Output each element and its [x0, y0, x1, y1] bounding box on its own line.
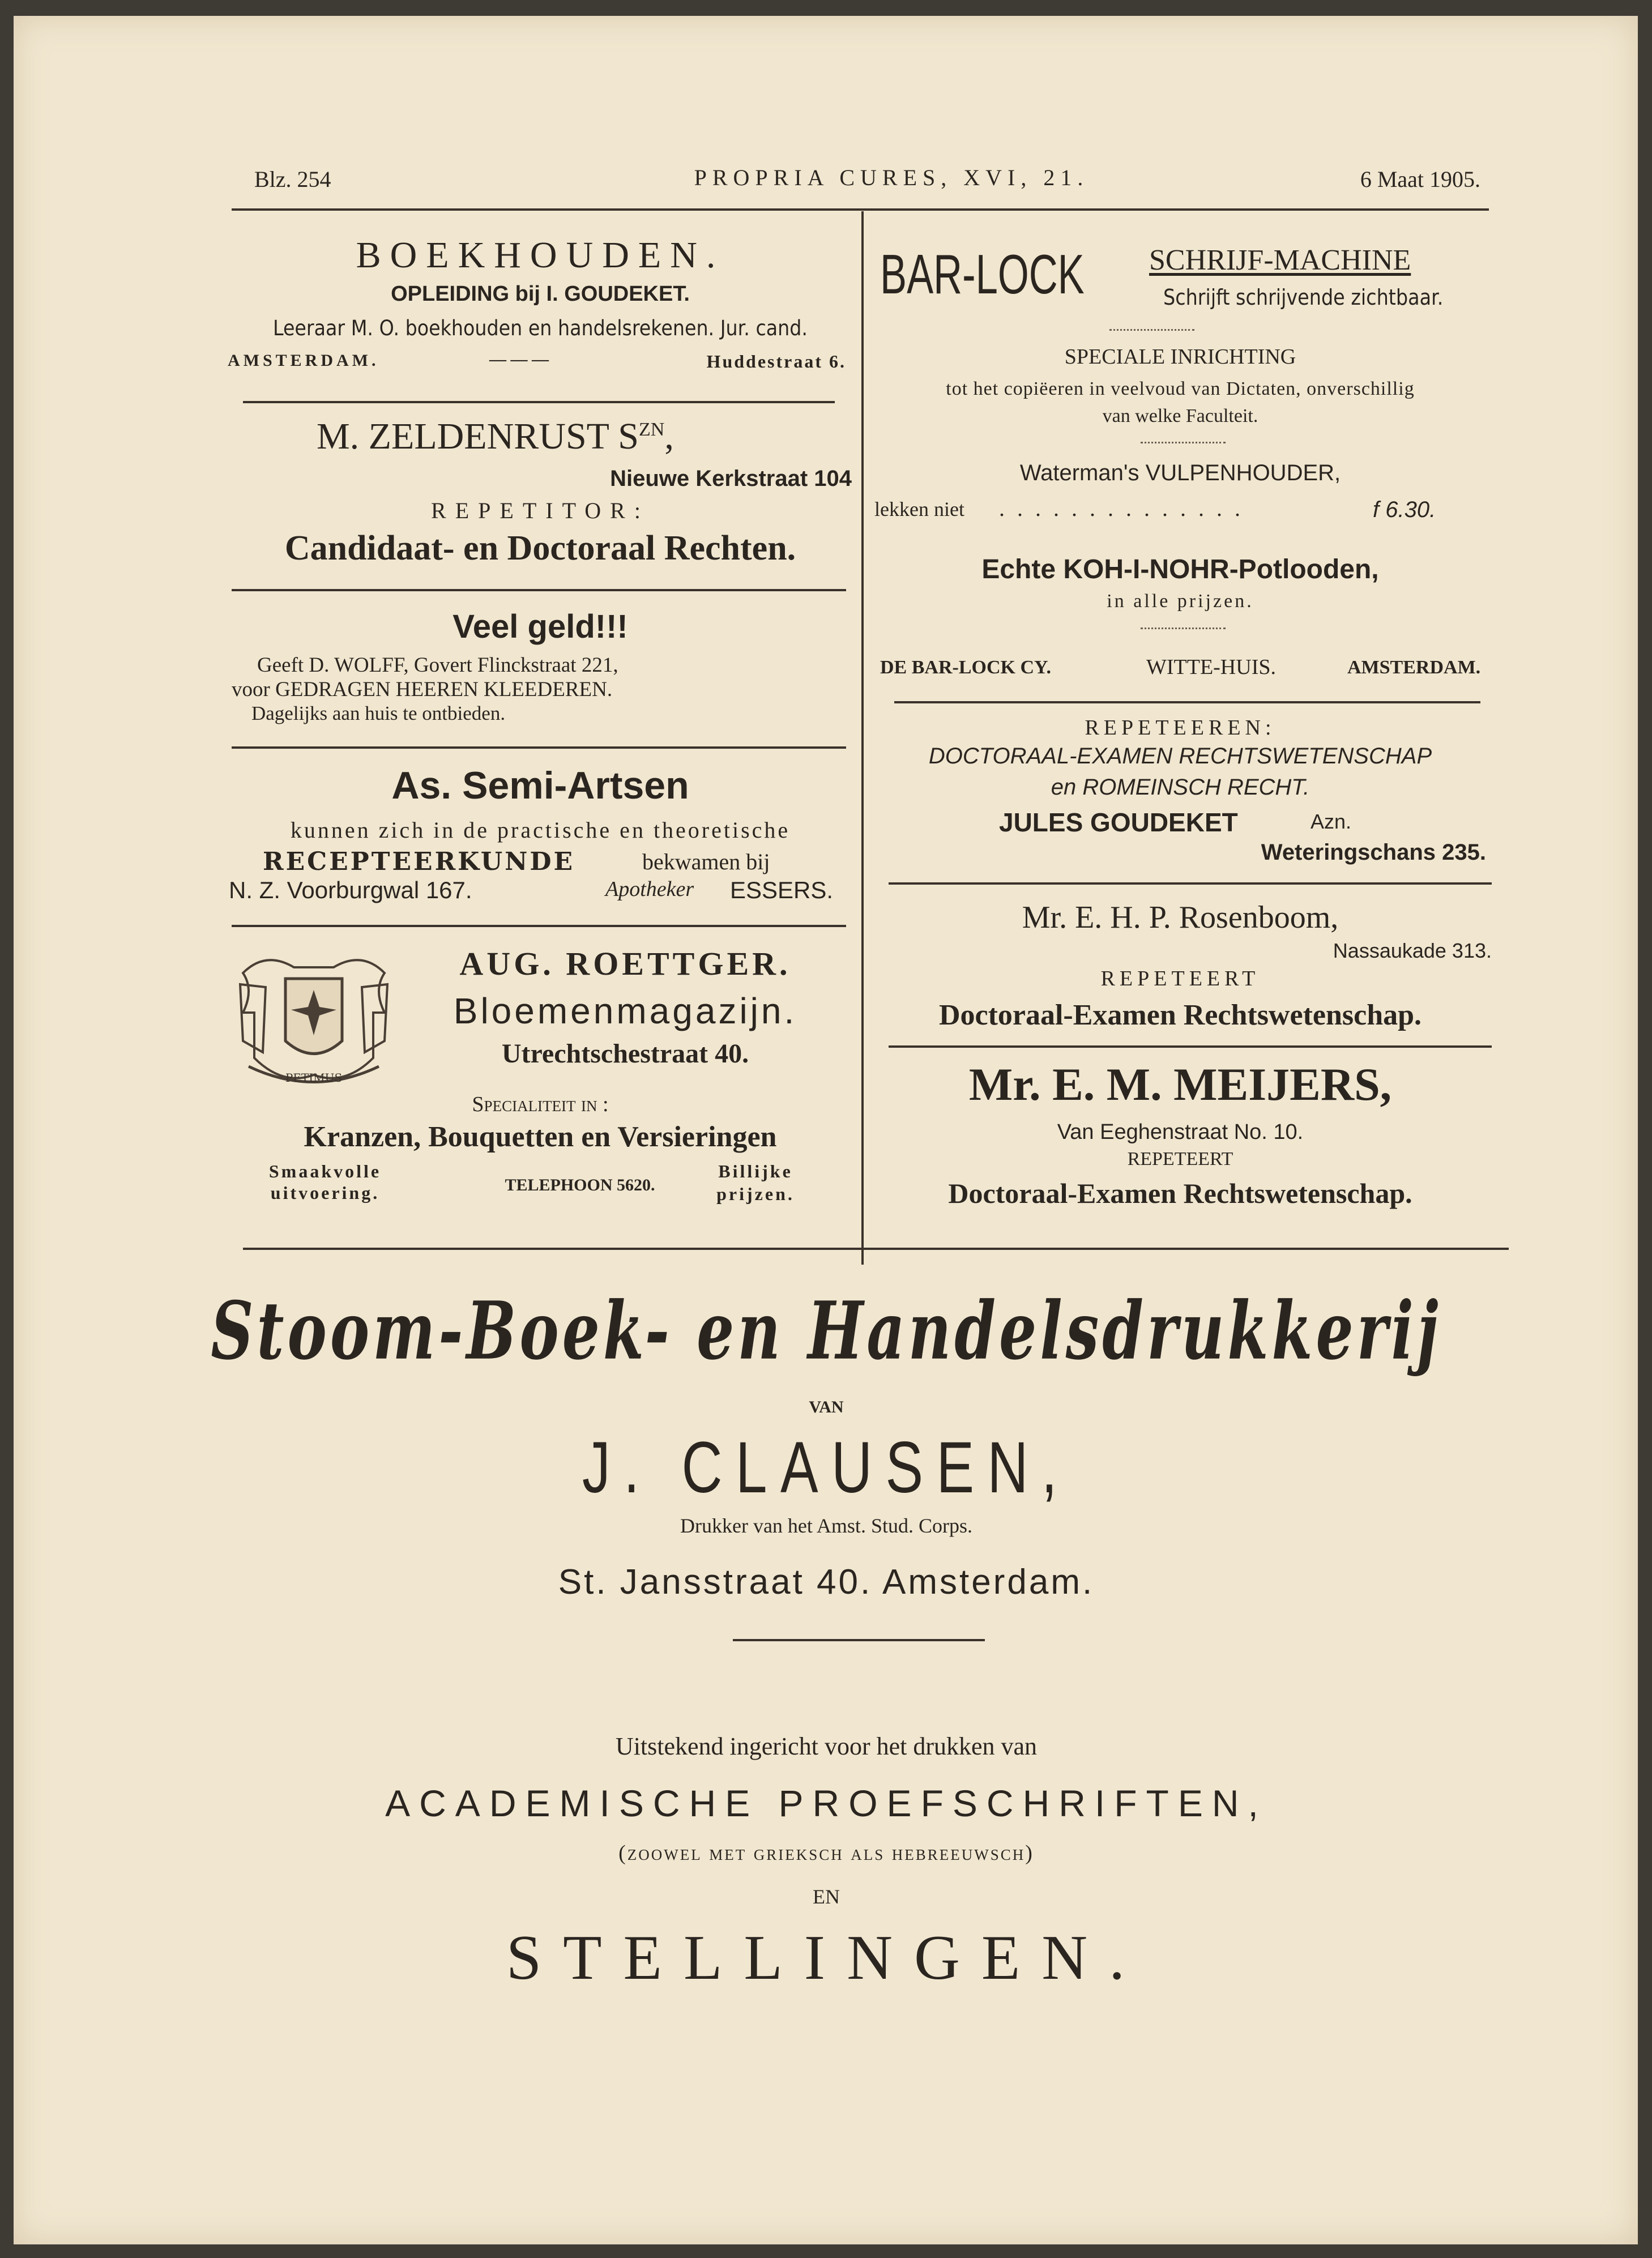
barlock-pen-price: f 6.30. [1373, 497, 1436, 522]
page-number: Blz. 254 [254, 167, 331, 192]
boekhouden-line2: Leeraar M. O. boekhouden en handelsrekenen. Jur. cand. [272, 316, 808, 340]
newspaper-page [14, 16, 1638, 2244]
zeldenrust-role: REPETITOR: [431, 498, 650, 523]
barlock-brand: BAR-LOCK [880, 243, 1085, 305]
ornament [1141, 442, 1226, 446]
zeldenrust-s: S [618, 416, 639, 457]
emblem-icon [232, 945, 396, 1092]
wolff-title: Veel geld!!! [453, 608, 628, 645]
rosenboom-role: REPETEERT [1100, 967, 1260, 991]
rosenboom-name: Mr. E. H. P. Rosenboom, [1022, 900, 1339, 935]
barlock-special: SPECIALE INRICHTING [1064, 345, 1296, 369]
goudeket-line1: DOCTORAAL-EXAMEN RECHTSWETENSCHAP [928, 744, 1432, 769]
boekhouden-dashes: — — — [489, 350, 549, 369]
essers-address: N. Z. Voorburgwal 167. [229, 877, 472, 903]
essers-title: As. Semi-Artsen [391, 764, 689, 807]
wolff-line3: Dagelijks aan huis te ontbieden. [251, 702, 506, 724]
short-rule [733, 1639, 985, 1641]
divider [889, 1045, 1492, 1048]
boekhouden-line1: OPLEIDING bij I. GOUDEKET. [391, 282, 690, 306]
barlock-pen: Waterman's VULPENHOUDER, [1019, 460, 1341, 485]
clausen-van: VAN [809, 1398, 844, 1416]
barlock-footer-mid: WITTE-HUIS. [1146, 655, 1276, 679]
essers-big: RECEPTEERKUNDE [263, 847, 575, 876]
boekhouden-title: BOEKHOUDEN. [356, 234, 725, 276]
zeldenrust-address: Nieuwe Kerkstraat 104 [610, 466, 852, 491]
zeldenrust-name-text: M. ZELDENRUST [317, 416, 609, 457]
clausen-title: Stoom-Boek- en Handelsdrukkerij [211, 1283, 1442, 1378]
clausen-note: (zoowel met grieksch als hebreeuwsch) [618, 1841, 1034, 1865]
divider [232, 746, 846, 749]
roettger-specialiteit: Specialiteit in : [472, 1092, 609, 1116]
divider [894, 701, 1480, 703]
zeldenrust-name: M. ZELDENRUST $S^{ZN}$, [317, 416, 674, 457]
clausen-line1: Uitstekend ingericht voor het drukken van [615, 1732, 1038, 1760]
clausen-en: EN [813, 1885, 840, 1908]
divider [243, 401, 835, 403]
roettger-right-note-1: Billijke [718, 1161, 793, 1181]
goudeket-role: REPETEEREN: [1085, 716, 1276, 740]
boekhouden-city: AMSTERDAM. [228, 351, 379, 370]
roettger-emblem [232, 945, 396, 1092]
wolff-line2: voor GEDRAGEN HEEREN KLEEDEREN. [232, 678, 613, 701]
barlock-pencils-note: in alle prijzen. [1107, 591, 1254, 612]
barlock-line1: tot het copiëeren in veelvoud van Dictaten, onverschillig [946, 378, 1415, 399]
wolff-line1: Geeft D. WOLFF, Govert Flinckstraat 221, [257, 654, 618, 677]
roettger-right-note-2: prijzen. [716, 1184, 795, 1204]
clausen-name: J. CLAUSEN, [582, 1427, 1071, 1508]
meijers-name: Mr. E. M. MEIJERS, [968, 1058, 1392, 1110]
clausen-stellingen: STELLINGEN. [506, 1923, 1147, 1993]
roettger-items: Kranzen, Bouquetten en Versieringen [304, 1121, 777, 1153]
essers-name: ESSERS. [730, 877, 834, 903]
barlock-pen-note: lekken niet [874, 498, 964, 520]
barlock-footer-left: DE BAR-LOCK CY. [880, 657, 1051, 678]
rosenboom-address: Nassaukade 313. [1333, 939, 1492, 962]
goudeket-name: JULES GOUDEKET [999, 808, 1238, 837]
rosenboom-subject: Doctoraal-Examen Rechtswetenschap. [938, 999, 1422, 1031]
roettger-left-note-2: uitvoering. [270, 1183, 380, 1203]
column-divider [861, 211, 864, 1265]
goudeket-suffix: Azn. [1310, 810, 1352, 833]
barlock-line2: van welke Faculteit. [1102, 405, 1258, 426]
clausen-academic: ACADEMISCHE PROEFSCHRIFTEN, [385, 1782, 1267, 1824]
issue-date: 6 Maat 1905. [1360, 167, 1480, 192]
barlock-pen-dots: . . . . . . . . . . . . . . [999, 496, 1244, 521]
roettger-telephone: TELEPHOON 5620. [505, 1176, 655, 1194]
divider [232, 589, 846, 591]
roettger-address: Utrechtschestraat 40. [501, 1039, 749, 1069]
clausen-address: St. Jansstraat 40. Amsterdam. [558, 1563, 1095, 1602]
divider [889, 882, 1492, 885]
roettger-line1: Bloemenmagazijn. [453, 991, 797, 1031]
emblem-motto: PETIMUS [285, 1071, 343, 1085]
ornament [1109, 329, 1194, 333]
meijers-address: Van Eeghenstraat No. 10. [1057, 1120, 1304, 1144]
goudeket-address: Weteringschans 235. [1261, 840, 1486, 865]
divider [232, 925, 846, 927]
barlock-footer-right: AMSTERDAM. [1347, 657, 1481, 678]
boekhouden-address: Huddestraat 6. [706, 351, 846, 372]
roettger-left-note-1: Smaakvolle [268, 1161, 382, 1181]
essers-line2-rest: bekwamen bij [642, 849, 770, 874]
essers-line1: kunnen zich in de practische en theoretische [290, 817, 791, 843]
meijers-subject: Doctoraal-Examen Rechtswetenschap. [948, 1177, 1412, 1209]
barlock-pencils: Echte KOH-I-NOHR-Potlooden, [981, 554, 1379, 584]
roettger-name: AUG. ROETTGER. [459, 945, 791, 982]
clausen-subtitle: Drukker van het Amst. Stud. Corps. [680, 1514, 972, 1537]
meijers-role: REPETEERT [1127, 1149, 1233, 1169]
goudeket-line2: en ROMEINSCH RECHT. [1051, 775, 1310, 800]
zeldenrust-subject: Candidaat- en Doctoraal Rechten. [284, 529, 796, 567]
ornament [1141, 628, 1226, 631]
section-rule [243, 1248, 1509, 1250]
essers-apotheker: Apotheker [605, 877, 694, 901]
header-rule [232, 208, 1489, 211]
barlock-machine: SCHRIJF-MACHINE [1149, 244, 1411, 276]
journal-title: PROPRIA CURES, XVI, 21. [694, 165, 1089, 190]
barlock-tagline: Schrijft schrijvende zichtbaar. [1163, 285, 1444, 310]
zeldenrust-suffix: ZN [639, 419, 665, 440]
